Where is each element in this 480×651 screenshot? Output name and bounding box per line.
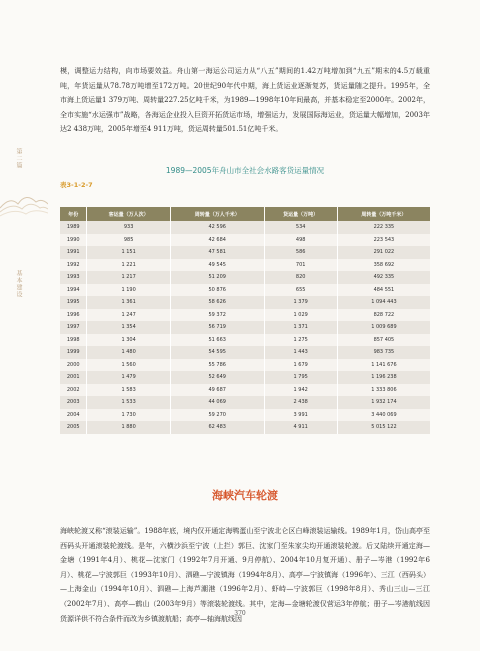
table-row — [60, 221, 430, 234]
table-row — [60, 321, 430, 334]
cell-freight-volume: 1 443 — [264, 346, 337, 359]
cell-passenger-turnover: 59 270 — [170, 409, 264, 422]
table-row — [60, 246, 430, 259]
cell-freight-volume: 1 942 — [264, 384, 337, 397]
cell-year: 2003 — [60, 396, 87, 409]
cell-passenger-volume: 1 560 — [87, 359, 170, 372]
body-paragraph-top: 模，调整运力结构，向市场要效益。舟山第一海运公司运力从“八五”期间的1.42万吨增加到“九五”期末的4.5万载重吨，年货运量从78.78万吨增至172万吨。20世纪90年代中期，海上货运业逐渐复苏，货运量随之提升。1995年，全市海上货运量1 379万吨、周转量227.25亿吨千米，为1989—1998年10年间最高，并基本稳定至2000年。2002年，全市实施“水运强市”战略，各海运企业投入巨资开拓货运市场，增强运力，发展国际海运业，货运量大幅增加，2003年达2 438万吨，2005年增至4 911万吨，货运周转量501.51亿吨千米。 — [60, 67, 430, 134]
header-passenger-volume: 客运量（万人次） — [87, 207, 170, 221]
cell-passenger-volume: 1 151 — [87, 246, 170, 259]
cell-freight-turnover: 222 335 — [337, 221, 430, 234]
cell-passenger-volume: 1 583 — [87, 384, 170, 397]
cell-year: 2005 — [60, 421, 87, 434]
sidebar-section-title: 基本建设 — [15, 270, 22, 298]
cell-year: 1994 — [60, 284, 87, 297]
cell-year: 2001 — [60, 371, 87, 384]
cell-passenger-turnover: 59 372 — [170, 309, 264, 322]
cell-year: 1992 — [60, 259, 87, 272]
page-number: 370 — [234, 610, 246, 617]
cell-passenger-turnover: 42 596 — [170, 221, 264, 234]
sidebar-chapter-label: 第二篇 — [15, 148, 22, 169]
mountain-ornament-icon — [0, 178, 48, 218]
cell-freight-volume: 1 275 — [264, 334, 337, 347]
cell-year: 2004 — [60, 409, 87, 422]
section-heading: 海峡汽车轮渡 — [212, 489, 278, 502]
cell-year: 1991 — [60, 246, 87, 259]
cell-freight-turnover: 1 094 443 — [337, 296, 430, 309]
cell-freight-turnover: 1 196 238 — [337, 371, 430, 384]
cell-passenger-turnover: 56 719 — [170, 321, 264, 334]
cell-passenger-volume: 1 533 — [87, 396, 170, 409]
body-paragraph-bottom: 海峡轮渡又称“滚装运输”。1988年底，境内仅开通定海鸭蛋山至宁波北仑区白峰滚装运输线。1989年1月，岱山高亭至西码头开通滚装轮渡线。是年，六横沙浜至宁波（上拦）郭巨、沈家门至朱家尖均开通滚装轮渡。后又陆续开通定海—金塘（1991年4月）、桃花—沈家门（1992年7月开通、9月停航）、2004年10月复开通）、册子—岑港（1992年6月）、桃花—宁波郭巨（1993年10月）、泗礁—宁波镇海（1994年8月）、高亭—宁波镇海（1996年）、三江（西码头）—上海金山（1994年10月）、泗礁—上海芦潮港（1996年2月）、虾峙—宁波郭巨（1998年8月）、秀山三山—三江（2002年7月）、高亭—鹤山（2003年9月）等滚装轮渡线。其中，定海—金塘轮渡仅营运3年停航；册子—岑港航线因货源详供不符合条件而改为乡镇渡航船；高亭—轴海航线因 — [60, 527, 430, 623]
cell-freight-volume: 820 — [264, 271, 337, 284]
cell-passenger-volume: 985 — [87, 234, 170, 247]
cell-passenger-turnover: 58 626 — [170, 296, 264, 309]
cell-freight-turnover: 1 333 806 — [337, 384, 430, 397]
cell-year: 1996 — [60, 309, 87, 322]
cell-freight-turnover: 828 722 — [337, 309, 430, 322]
cell-freight-volume: 1 795 — [264, 371, 337, 384]
cell-freight-turnover: 358 692 — [337, 259, 430, 272]
cell-passenger-volume: 1 304 — [87, 334, 170, 347]
cell-passenger-turnover: 54 595 — [170, 346, 264, 359]
cell-passenger-turnover: 49 687 — [170, 384, 264, 397]
cell-year: 2000 — [60, 359, 87, 372]
table-row — [60, 346, 430, 359]
cell-freight-turnover: 1 009 689 — [337, 321, 430, 334]
cell-freight-turnover: 1 932 174 — [337, 396, 430, 409]
cell-passenger-volume: 1 480 — [87, 346, 170, 359]
cell-passenger-volume: 1 354 — [87, 321, 170, 334]
cell-passenger-volume: 1 361 — [87, 296, 170, 309]
cell-passenger-volume: 933 — [87, 221, 170, 234]
cell-passenger-turnover: 49 545 — [170, 259, 264, 272]
table-row — [60, 234, 430, 247]
cell-passenger-volume: 1 880 — [87, 421, 170, 434]
cell-freight-volume: 1 029 — [264, 309, 337, 322]
cell-passenger-turnover: 51 663 — [170, 334, 264, 347]
cell-freight-turnover: 3 440 069 — [337, 409, 430, 422]
header-passenger-turnover: 周转量（万人千米） — [170, 207, 264, 221]
table-row — [60, 271, 430, 284]
table-row — [60, 359, 430, 372]
cell-freight-volume: 701 — [264, 259, 337, 272]
cell-year: 1993 — [60, 271, 87, 284]
header-year: 年份 — [60, 207, 87, 221]
cell-passenger-turnover: 52 649 — [170, 371, 264, 384]
cell-freight-turnover: 5 015 122 — [337, 421, 430, 434]
cell-year: 1998 — [60, 334, 87, 347]
cell-passenger-volume: 1 730 — [87, 409, 170, 422]
cell-passenger-volume: 1 479 — [87, 371, 170, 384]
cell-passenger-turnover: 55 786 — [170, 359, 264, 372]
cell-freight-volume: 2 438 — [264, 396, 337, 409]
table-header-row — [60, 207, 430, 221]
cell-freight-volume: 1 371 — [264, 321, 337, 334]
cell-year: 1997 — [60, 321, 87, 334]
table-number: 表3-1-2-7 — [60, 181, 93, 189]
cell-freight-volume: 4 911 — [264, 421, 337, 434]
cell-passenger-volume: 1 190 — [87, 284, 170, 297]
cell-freight-turnover: 857 405 — [337, 334, 430, 347]
cell-passenger-volume: 1 217 — [87, 271, 170, 284]
cell-year: 2002 — [60, 384, 87, 397]
cell-passenger-turnover: 47 581 — [170, 246, 264, 259]
cell-passenger-turnover: 51 209 — [170, 271, 264, 284]
cell-passenger-volume: 1 247 — [87, 309, 170, 322]
cell-passenger-turnover: 62 483 — [170, 421, 264, 434]
cell-freight-volume: 3 991 — [264, 409, 337, 422]
table-row — [60, 421, 430, 434]
table-row — [60, 396, 430, 409]
cell-year: 1999 — [60, 346, 87, 359]
table-row — [60, 296, 430, 309]
table-row — [60, 371, 430, 384]
cell-freight-turnover: 492 335 — [337, 271, 430, 284]
header-freight-turnover: 周转量（万吨千米） — [337, 207, 430, 221]
cell-freight-volume: 1 679 — [264, 359, 337, 372]
cell-year: 1990 — [60, 234, 87, 247]
freight-passenger-table — [60, 207, 430, 434]
table-row — [60, 309, 430, 322]
cell-passenger-turnover: 50 876 — [170, 284, 264, 297]
cell-passenger-turnover: 42 684 — [170, 234, 264, 247]
cell-freight-turnover: 223 543 — [337, 234, 430, 247]
cell-freight-volume: 498 — [264, 234, 337, 247]
cell-freight-volume: 655 — [264, 284, 337, 297]
table-row — [60, 284, 430, 297]
header-freight-volume: 货运量（万吨） — [264, 207, 337, 221]
cell-freight-turnover: 983 735 — [337, 346, 430, 359]
cell-freight-volume: 534 — [264, 221, 337, 234]
cell-freight-volume: 586 — [264, 246, 337, 259]
cell-year: 1995 — [60, 296, 87, 309]
cell-freight-turnover: 484 551 — [337, 284, 430, 297]
cell-freight-volume: 1 379 — [264, 296, 337, 309]
cell-year: 1989 — [60, 221, 87, 234]
table-row — [60, 334, 430, 347]
table-row — [60, 259, 430, 272]
table-title: 1989—2005年舟山市全社会水路客货运量情况 — [165, 166, 325, 175]
cell-freight-turnover: 291 022 — [337, 246, 430, 259]
cell-passenger-volume: 1 221 — [87, 259, 170, 272]
cell-freight-turnover: 1 141 676 — [337, 359, 430, 372]
cell-passenger-turnover: 44 069 — [170, 396, 264, 409]
table-row — [60, 409, 430, 422]
table-row — [60, 384, 430, 397]
